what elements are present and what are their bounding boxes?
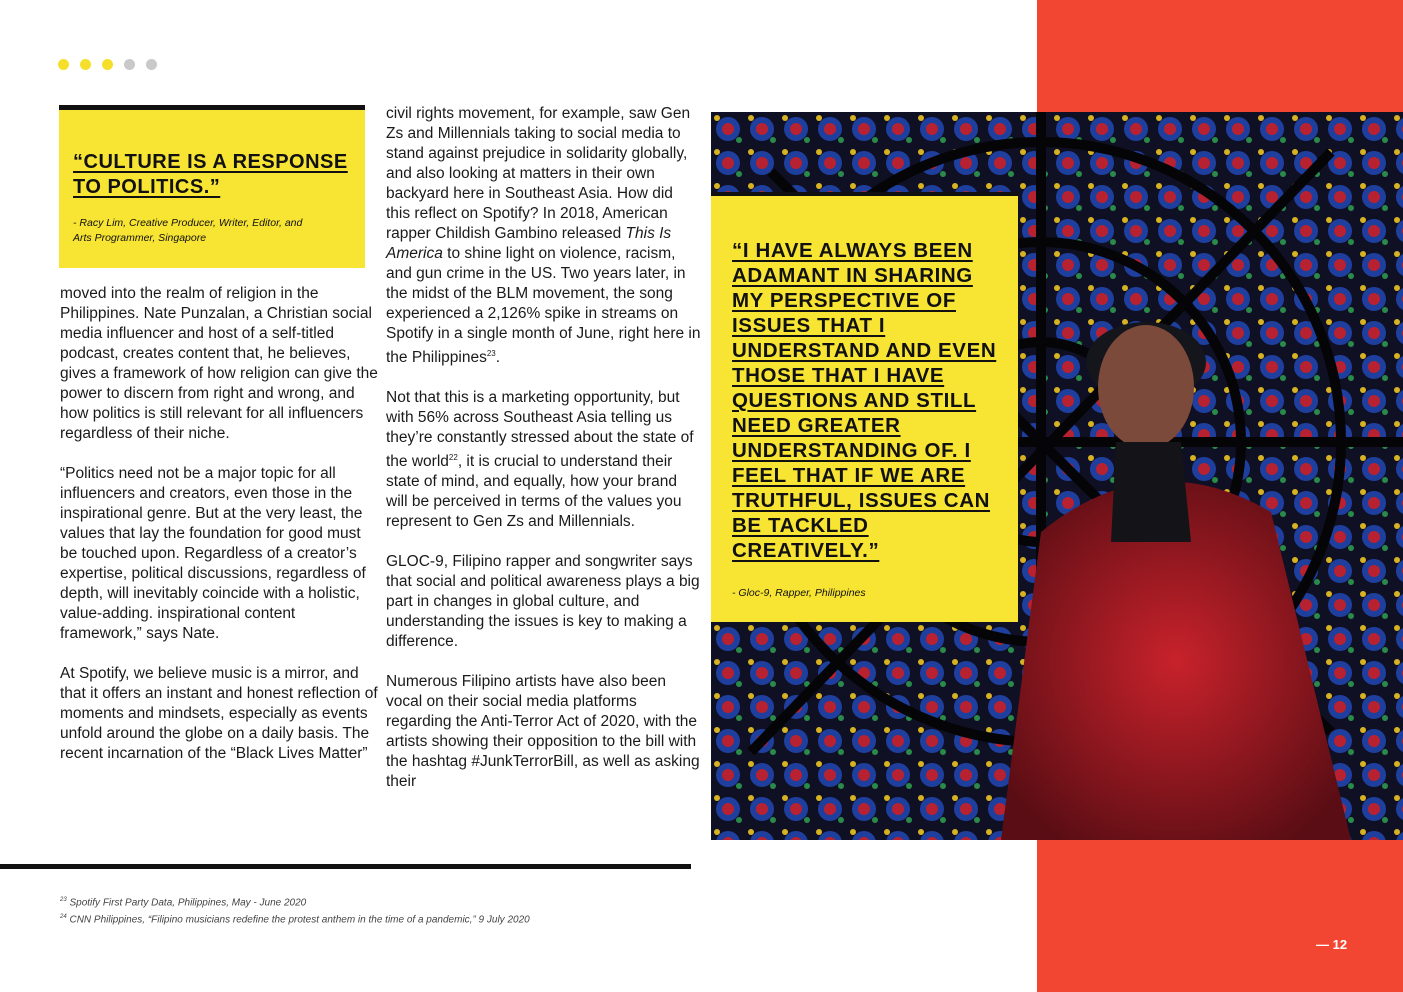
- paragraph: moved into the realm of religion in the Philippines. Nate Punzalan, a Christian social media influencer and host of a self-titled podcast, creates content that, he believes, gives a framework of how religion can give the power to discern from right and wrong, and how politics is still relevant for all influencers regardless of their niche.: [60, 285, 378, 442]
- footnote-ref: 23: [486, 349, 496, 358]
- progress-dot: [102, 59, 113, 70]
- page-number: — 12: [1316, 937, 1348, 952]
- paragraph: Not that this is a marketing opportunity, but with 56% across Southeast Asia telling us they’re constantly stressed about the state of the world$^{22}$, it is crucial to understand their state of mind, and equally, how your brand will be perceived in terms of the values you represent to Gen Zs and Millennials.: [386, 389, 694, 531]
- article-column-1: [60, 284, 380, 764]
- pullquote-culture: [59, 105, 365, 268]
- footnote: $^{23}$ Spotify First Party Data, Philippines, May - June 2020: [60, 897, 307, 909]
- pullquote-attribution: - Racy Lim, Creative Producer, Writer, Editor, and Arts Programmer, Singapore: [73, 217, 303, 244]
- song-title: This Is America: [386, 225, 672, 262]
- pullquote-text: “CULTURE IS A RESPONSE TO POLITICS.”: [73, 151, 348, 198]
- pullquote-gloc9: [711, 192, 1018, 622]
- article-column-2: [386, 104, 701, 792]
- progress-dot: [80, 59, 91, 70]
- column-divider-rule: [0, 864, 691, 869]
- paragraph: At Spotify, we believe music is a mirror, and that it offers an instant and honest reflection of moments and mindsets, especially as events unfold around the globe on a daily basis. The recent incarnation of the “Black Lives Matter”: [60, 665, 378, 762]
- paragraph: “Politics need not be a major topic for all influencers and creators, even those in the inspirational genre. But at the very least, the values that lay the foundation for good must be touched upon. Regardless of a creator’s expertise, political discussions, regardless of depth, will inevitably coincide with a holistic, value-adding. inspirational content framework,” says Nate.: [60, 465, 366, 642]
- footnote: $^{24}$ CNN Philippines, “Filipino musicians redefine the protest anthem in the time of a pandemic,” 9 July 2020: [60, 914, 530, 926]
- footnote-ref: 22: [448, 453, 458, 463]
- progress-dot: [124, 59, 135, 70]
- paragraph: GLOC-9, Filipino rapper and songwriter says that social and political awareness plays a big part in changes in global culture, and understanding the issues is key to making a difference.: [386, 553, 700, 651]
- progress-dots: [58, 59, 157, 70]
- pullquote-attribution: - Gloc-9, Rapper, Philippines: [732, 587, 866, 599]
- pullquote-text: “I HAVE ALWAYS BEEN ADAMANT IN SHARING MY PERSPECTIVE OF ISSUES THAT I UNDERSTAND AND EVEN THOSE THAT I HAVE QUESTIONS AND STILL NEED GREATER UNDERSTANDING OF. I FEEL THAT IF WE ARE TRUTHFUL, ISSUES CAN BE TACKLED CREATIVELY.”: [732, 239, 997, 562]
- paragraph: civil rights movement, for example, saw Gen Zs and Millennials taking to social media to stand against prejudice in solidarity globally, and also looking at matters in their own backyard here in Southeast Asia. How did this reflect on Spotify? In 2018, American rapper Childish Gambino released This Is America to shine light on violence, racism, and gun crime in the US. Two years later, in the midst of the BLM movement, the song experienced a 2,126% spike in streams on Spotify in a single month of June, right here in the Philippines$^{23}$.: [386, 105, 701, 367]
- progress-dot: [58, 59, 69, 70]
- footnotes: [60, 893, 530, 928]
- paragraph: Numerous Filipino artists have also been vocal on their social media platforms regarding the Anti-Terror Act of 2020, with the artists showing their opposition to the bill with the hashtag #JunkTerrorBill, as well as asking their: [386, 673, 700, 791]
- progress-dot: [146, 59, 157, 70]
